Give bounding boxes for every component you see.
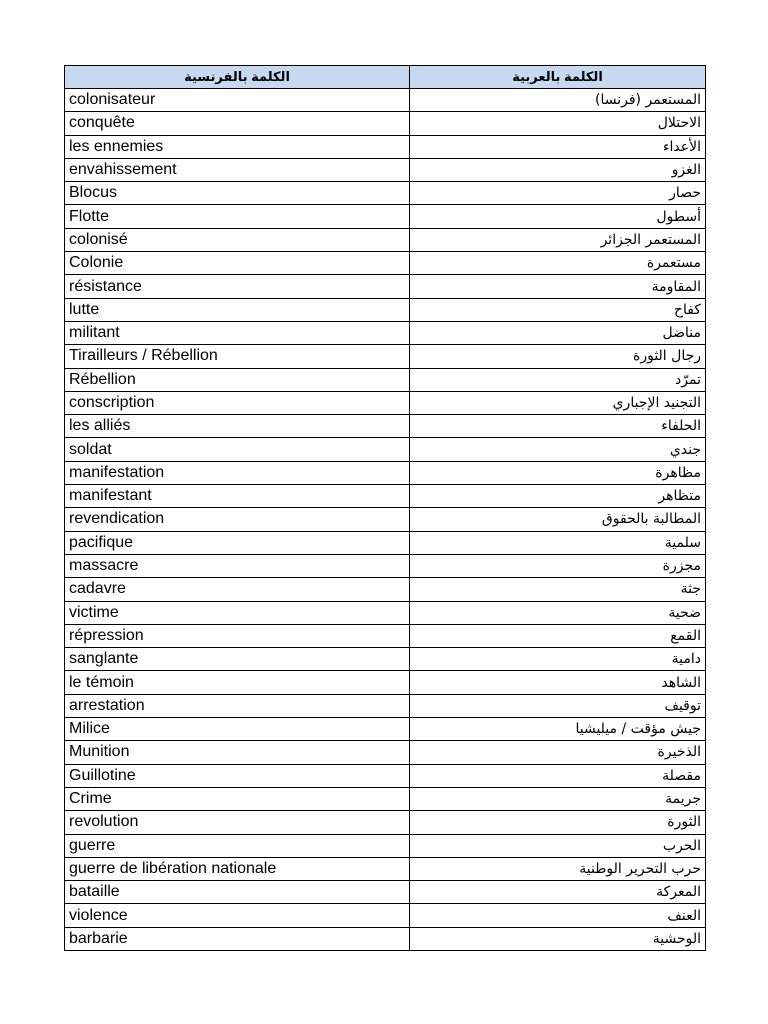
arabic-word-cell: المعركة <box>410 881 706 904</box>
arabic-word-cell: مقصلة <box>410 764 706 787</box>
french-word-cell: soldat <box>65 438 410 461</box>
arabic-word-cell: الثورة <box>410 811 706 834</box>
arabic-word-cell: جيش مؤقت / ميليشيا <box>410 718 706 741</box>
table-row <box>65 578 706 601</box>
arabic-word-cell: الغزو <box>410 158 706 181</box>
table-row <box>65 741 706 764</box>
table-row <box>65 624 706 647</box>
arabic-word-cell: ضحية <box>410 601 706 624</box>
arabic-word-cell: جندي <box>410 438 706 461</box>
french-word-cell: arrestation <box>65 694 410 717</box>
arabic-word-cell: الحلفاء <box>410 415 706 438</box>
table-row <box>65 158 706 181</box>
french-word-cell: massacre <box>65 554 410 577</box>
french-word-cell: Rébellion <box>65 368 410 391</box>
french-word-cell: guerre de libération nationale <box>65 857 410 880</box>
table-row <box>65 438 706 461</box>
arabic-word-cell: توقيف <box>410 694 706 717</box>
french-word-cell: revolution <box>65 811 410 834</box>
table-row <box>65 321 706 344</box>
arabic-word-cell: الوحشية <box>410 927 706 950</box>
arabic-word-cell: كفاح <box>410 298 706 321</box>
table-row <box>65 531 706 554</box>
arabic-word-cell: دامية <box>410 648 706 671</box>
arabic-word-cell: مجزرة <box>410 554 706 577</box>
french-word-cell: envahissement <box>65 158 410 181</box>
french-word-cell: conscription <box>65 391 410 414</box>
table-body <box>65 89 706 951</box>
french-word-cell: Blocus <box>65 182 410 205</box>
french-word-cell: manifestation <box>65 461 410 484</box>
table-row <box>65 554 706 577</box>
arabic-word-cell: المقاومة <box>410 275 706 298</box>
french-word-cell: les ennemies <box>65 135 410 158</box>
french-word-cell: guerre <box>65 834 410 857</box>
table-row <box>65 671 706 694</box>
arabic-word-cell: مظاهرة <box>410 461 706 484</box>
table-row <box>65 508 706 531</box>
table-row <box>65 228 706 251</box>
french-word-cell: barbarie <box>65 927 410 950</box>
table-row <box>65 89 706 112</box>
arabic-word-cell: حرب التحرير الوطنية <box>410 857 706 880</box>
arabic-word-cell: الاحتلال <box>410 112 706 135</box>
french-word-cell: Milice <box>65 718 410 741</box>
french-word-cell: colonisé <box>65 228 410 251</box>
arabic-word-cell: أسطول <box>410 205 706 228</box>
table-row <box>65 694 706 717</box>
french-word-cell: les alliés <box>65 415 410 438</box>
table-row <box>65 205 706 228</box>
table-row <box>65 881 706 904</box>
table-row <box>65 391 706 414</box>
arabic-word-cell: المطالبة بالحقوق <box>410 508 706 531</box>
table-row <box>65 485 706 508</box>
arabic-word-cell: رجال الثورة <box>410 345 706 368</box>
arabic-word-cell: جثة <box>410 578 706 601</box>
table-row <box>65 252 706 275</box>
table-row <box>65 135 706 158</box>
french-word-cell: répression <box>65 624 410 647</box>
table-row <box>65 718 706 741</box>
arabic-word-cell: الحرب <box>410 834 706 857</box>
arabic-word-cell: العنف <box>410 904 706 927</box>
table-row <box>65 368 706 391</box>
table-row <box>65 648 706 671</box>
table-row <box>65 415 706 438</box>
french-word-cell: Colonie <box>65 252 410 275</box>
table-row <box>65 298 706 321</box>
arabic-word-cell: سلمية <box>410 531 706 554</box>
french-word-cell: Guillotine <box>65 764 410 787</box>
french-word-cell: sanglante <box>65 648 410 671</box>
table-row <box>65 112 706 135</box>
vocabulary-table <box>64 65 706 951</box>
arabic-word-cell: المستعمر (فرنسا) <box>410 89 706 112</box>
french-word-cell: bataille <box>65 881 410 904</box>
french-word-cell: Crime <box>65 787 410 810</box>
arabic-word-cell: جريمة <box>410 787 706 810</box>
table-row <box>65 857 706 880</box>
arabic-word-cell: الأعداء <box>410 135 706 158</box>
table-row <box>65 904 706 927</box>
table-header-row <box>65 66 706 89</box>
table-row <box>65 275 706 298</box>
arabic-word-cell: القمع <box>410 624 706 647</box>
arabic-word-cell: مستعمرة <box>410 252 706 275</box>
french-word-cell: revendication <box>65 508 410 531</box>
french-word-cell: Munition <box>65 741 410 764</box>
table-row <box>65 811 706 834</box>
french-word-cell: Flotte <box>65 205 410 228</box>
french-word-cell: violence <box>65 904 410 927</box>
table-row <box>65 601 706 624</box>
table-row <box>65 461 706 484</box>
arabic-word-cell: المستعمر الجزائر <box>410 228 706 251</box>
french-word-cell: le témoin <box>65 671 410 694</box>
french-word-cell: manifestant <box>65 485 410 508</box>
french-word-cell: victime <box>65 601 410 624</box>
header-french-word: الكلمة بالفرنسية <box>65 66 410 89</box>
french-word-cell: résistance <box>65 275 410 298</box>
table-row <box>65 764 706 787</box>
arabic-word-cell: التجنيد الإجباري <box>410 391 706 414</box>
arabic-word-cell: متظاهر <box>410 485 706 508</box>
french-word-cell: colonisateur <box>65 89 410 112</box>
arabic-word-cell: حصار <box>410 182 706 205</box>
french-word-cell: lutte <box>65 298 410 321</box>
table-row <box>65 787 706 810</box>
arabic-word-cell: تمرّد <box>410 368 706 391</box>
table-row <box>65 182 706 205</box>
header-arabic-word: الكلمة بالعربية <box>410 66 706 89</box>
table-row <box>65 927 706 950</box>
french-word-cell: cadavre <box>65 578 410 601</box>
table-row <box>65 834 706 857</box>
arabic-word-cell: الشاهد <box>410 671 706 694</box>
french-word-cell: militant <box>65 321 410 344</box>
french-word-cell: Tirailleurs / Rébellion <box>65 345 410 368</box>
arabic-word-cell: مناضل <box>410 321 706 344</box>
french-word-cell: conquête <box>65 112 410 135</box>
arabic-word-cell: الذخيرة <box>410 741 706 764</box>
french-word-cell: pacifique <box>65 531 410 554</box>
table-row <box>65 345 706 368</box>
